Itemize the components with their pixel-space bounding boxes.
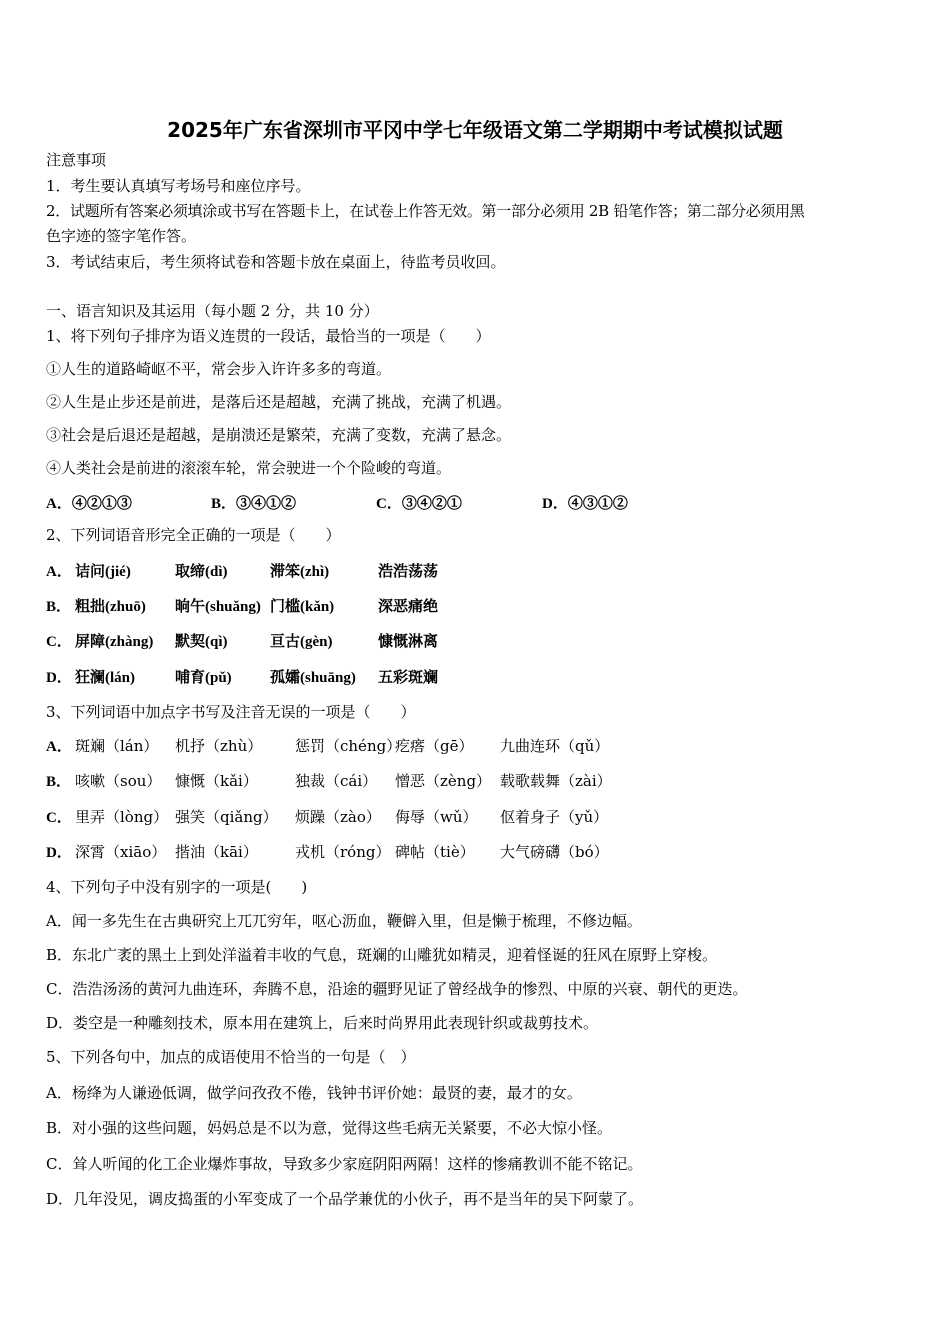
q4-option-d: D．娄空是一种雕刻技术，原本用在建筑上，后来时尚界用此表现针织或裁剪技术。	[46, 1014, 599, 1032]
q1-option-d: D．④③①②	[542, 496, 628, 512]
q5-stem: 5、下列各句中，加点的成语使用不恰当的一句是（ ）	[46, 1048, 416, 1066]
q1-sentence: ④人类社会是前进的滚滚车轮，常会驶进一个个险峻的弯道。	[46, 459, 452, 477]
q4-option-c: C．浩浩汤汤的黄河九曲连环，奔腾不息，沿途的疆野见证了曾经战争的惨烈、中原的兴衰、朝代的更迭。	[46, 980, 748, 998]
q1-option-c: C．③④②①	[376, 496, 462, 512]
option-term: 戎机（róng）	[295, 843, 391, 861]
option-term: 晌午(shuǎng)	[175, 599, 261, 615]
option-term: 哺育(pǔ)	[175, 670, 232, 686]
note-1: 1．考生要认真填写考场号和座位序号。	[46, 177, 311, 195]
q1-sentence: ②人生是止步还是前进，是落后还是超越，充满了挑战，充满了机遇。	[46, 393, 512, 411]
q5-option-a: A．杨绛为人谦逊低调，做学问孜孜不倦，钱钟书评价她：最贤的妻，最才的女。	[46, 1084, 582, 1102]
option-term: 机抒（zhù）	[175, 737, 263, 755]
option-term: 深霄（xiāo）	[75, 843, 167, 861]
option-letter: A．	[46, 564, 72, 580]
option-term: 惩罚（chéng）	[295, 737, 402, 755]
option-term: 五彩斑斓	[378, 670, 439, 686]
option-letter: C．	[46, 810, 72, 826]
option-term: 慷慨淋离	[378, 634, 439, 650]
option-term: 独裁（cái）	[295, 772, 378, 790]
q3-stem: 3、下列词语中加点字书写及注音无误的一项是（ ）	[46, 703, 416, 721]
q5-option-c: C．耸人听闻的化工企业爆炸事故，导致多少家庭阴阳两隔！这样的惨痛教训不能不铭记。	[46, 1155, 643, 1173]
option-letter: C．	[46, 634, 72, 650]
q5-option-d: D．几年没见，调皮捣蛋的小军变成了一个品学兼优的小伙子，再不是当年的吴下阿蒙了。	[46, 1190, 644, 1208]
q4-option-b: B．东北广袤的黑土上到处洋溢着丰收的气息，斑斓的山雕犹如精灵，迎着怪诞的狂风在原野上穿梭。	[46, 946, 718, 964]
q1-sentence: ③社会是后退还是超越，是崩溃还是繁荣，充满了变数，充满了悬念。	[46, 426, 512, 444]
option-term: 载歌载舞（zài）	[500, 772, 612, 790]
document-title: 2025年广东省深圳市平冈中学七年级语文第二学期期中考试模拟试题	[167, 118, 783, 142]
option-term: 咳嗽（sou）	[75, 772, 162, 790]
q1-sentence: ①人生的道路崎岖不平，常会步入许许多多的弯道。	[46, 360, 392, 378]
q4-stem: 4、下列句子中没有别字的一项是( )	[46, 878, 308, 896]
option-term: 伛着身子（yǔ）	[500, 808, 609, 826]
option-term: 深恶痛绝	[378, 599, 439, 615]
option-term: 浩浩荡荡	[378, 564, 439, 580]
option-term: 揩油（kāi）	[175, 843, 258, 861]
option-term: 默契(qì)	[175, 634, 228, 650]
option-term: 斑斓（lán）	[75, 737, 159, 755]
option-term: 慷慨（kǎi）	[175, 772, 258, 790]
option-term: 烦躁（zào）	[295, 808, 381, 826]
option-term: 门槛(kǎn)	[270, 599, 335, 615]
option-term: 碑帖（tiè）	[395, 843, 475, 861]
note-3: 3．考试结束后，考生须将试卷和答题卡放在桌面上，待监考员收回。	[46, 253, 506, 271]
q1-option-b: B．③④①②	[211, 496, 297, 512]
option-term: 九曲连环（qǔ）	[500, 737, 610, 755]
option-term: 屏障(zhàng)	[75, 634, 154, 650]
option-term: 强笑（qiǎng）	[175, 808, 278, 826]
note-2: 2．试题所有答案必须填涂或书写在答题卡上，在试卷上作答无效。第一部分必须用 2B 铅笔作答；第二部分必须用黑	[46, 202, 805, 220]
option-letter: D．	[46, 670, 72, 686]
option-term: 大气磅礴（bó）	[500, 843, 609, 861]
option-letter: B．	[46, 599, 72, 615]
option-letter: B．	[46, 774, 72, 790]
option-letter: A．	[46, 739, 72, 755]
option-term: 取缔(dì)	[175, 564, 228, 580]
option-term: 亘古(gèn)	[270, 634, 333, 650]
q2-stem: 2、下列词语音形完全正确的一项是（ ）	[46, 526, 341, 544]
option-term: 诘问(jié)	[75, 564, 131, 580]
notes-heading: 注意事项	[46, 151, 107, 169]
q1-stem: 1、将下列句子排序为语义连贯的一段话，最恰当的一项是（ ）	[46, 327, 491, 345]
q1-option-a: A．④②①③	[46, 496, 132, 512]
option-letter: D．	[46, 845, 72, 861]
q4-option-a: A．闻一多先生在古典研究上兀兀穷年，呕心沥血，鞭僻入里，但是懒于梳理，不修边幅。	[46, 912, 642, 930]
option-term: 滞笨(zhì)	[270, 564, 330, 580]
option-term: 侮辱（wǔ）	[395, 808, 478, 826]
option-term: 里弄（lòng）	[75, 808, 169, 826]
option-term: 孤孀(shuāng)	[270, 670, 356, 686]
note-2-cont: 色字迹的签字笔作答。	[46, 227, 197, 245]
option-term: 憎恶（zèng）	[395, 772, 492, 790]
option-term: 狂澜(lán)	[75, 670, 136, 686]
option-term: 粗拙(zhuō)	[75, 599, 146, 615]
option-term: 疙瘩（gē）	[395, 737, 474, 755]
q5-option-b: B．对小强的这些问题，妈妈总是不以为意，觉得这些毛病无关紧要，不必大惊小怪。	[46, 1119, 613, 1137]
section-heading: 一、语言知识及其运用（每小题 2 分，共 10 分）	[46, 302, 379, 320]
